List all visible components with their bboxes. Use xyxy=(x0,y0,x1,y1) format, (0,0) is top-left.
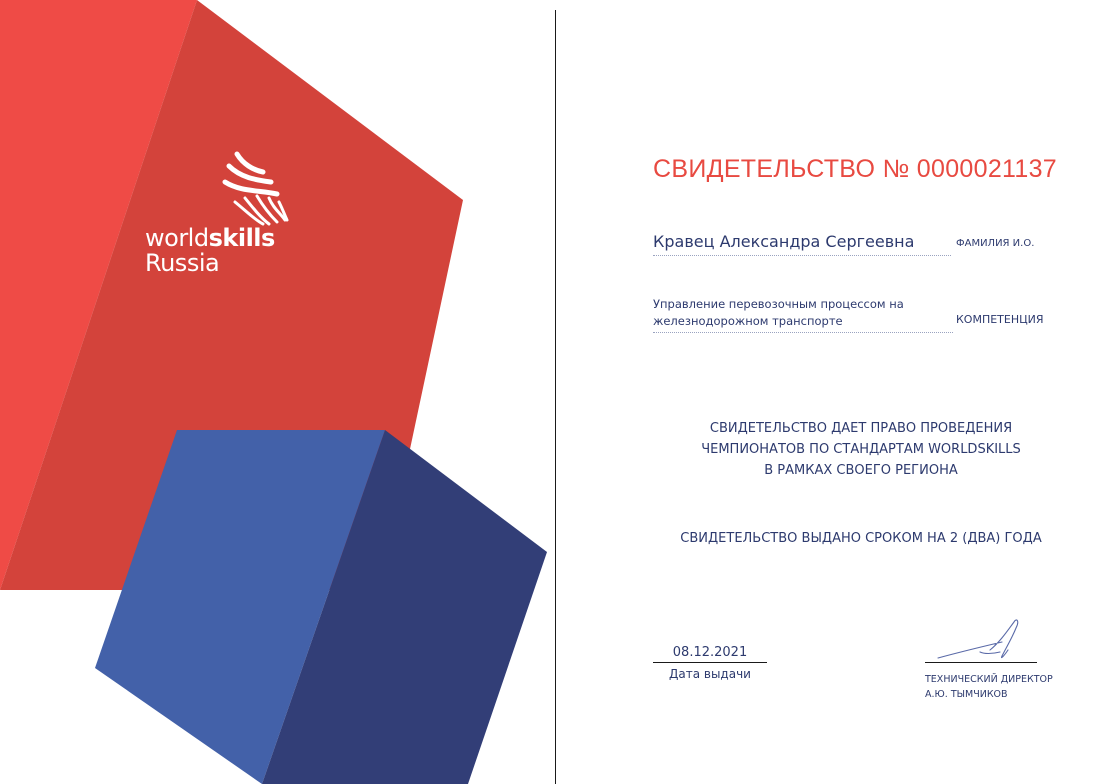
signer-block xyxy=(925,672,1053,702)
handwritten-signature xyxy=(930,612,1030,667)
signer-title: ТЕХНИЧЕСКИЙ ДИРЕКТОР xyxy=(925,674,1053,685)
issue-date: 08.12.2021 xyxy=(653,645,767,663)
decorative-cubes-artwork xyxy=(0,0,556,784)
name-label: ФАМИЛИЯ И.О. xyxy=(956,238,1035,249)
logo-word-skills: skills xyxy=(208,224,275,252)
signature-line xyxy=(925,662,1037,663)
validity-statement: СВИДЕТЕЛЬСТВО ВЫДАНО СРОКОМ НА 2 (ДВА) ГОДА xyxy=(680,531,1042,546)
issue-date-label: Дата выдачи xyxy=(669,667,751,681)
logo-word-world: world xyxy=(145,224,209,252)
rights-line-3: В РАМКАХ СВОЕГО РЕГИОНА xyxy=(764,463,958,478)
competence-line-1: Управление перевозочным процессом на xyxy=(653,297,904,311)
holder-name: Кравец Александра Сергеевна xyxy=(653,232,951,256)
rights-line-2: ЧЕМПИОНАТОВ ПО СТАНДАРТАМ WORLDSKILLS xyxy=(701,442,1021,457)
rights-line-1: СВИДЕТЕЛЬСТВО ДАЕТ ПРАВО ПРОВЕДЕНИЯ xyxy=(709,421,1013,436)
signer-name: А.Ю. ТЫМЧИКОВ xyxy=(925,689,1008,700)
competence-value xyxy=(653,296,953,333)
certificate-title: СВИДЕТЕЛЬСТВО № 0000021137 xyxy=(653,155,1057,183)
logo-word-russia: Russia xyxy=(145,249,220,277)
competence-label: КОМПЕТЕНЦИЯ xyxy=(956,313,1044,326)
flame-emblem-icon xyxy=(145,150,305,230)
page-divider xyxy=(555,10,556,784)
rights-statement xyxy=(653,418,1069,481)
worldskills-russia-logo xyxy=(145,150,305,290)
competence-line-2: железнодорожном транспорте xyxy=(653,314,843,328)
